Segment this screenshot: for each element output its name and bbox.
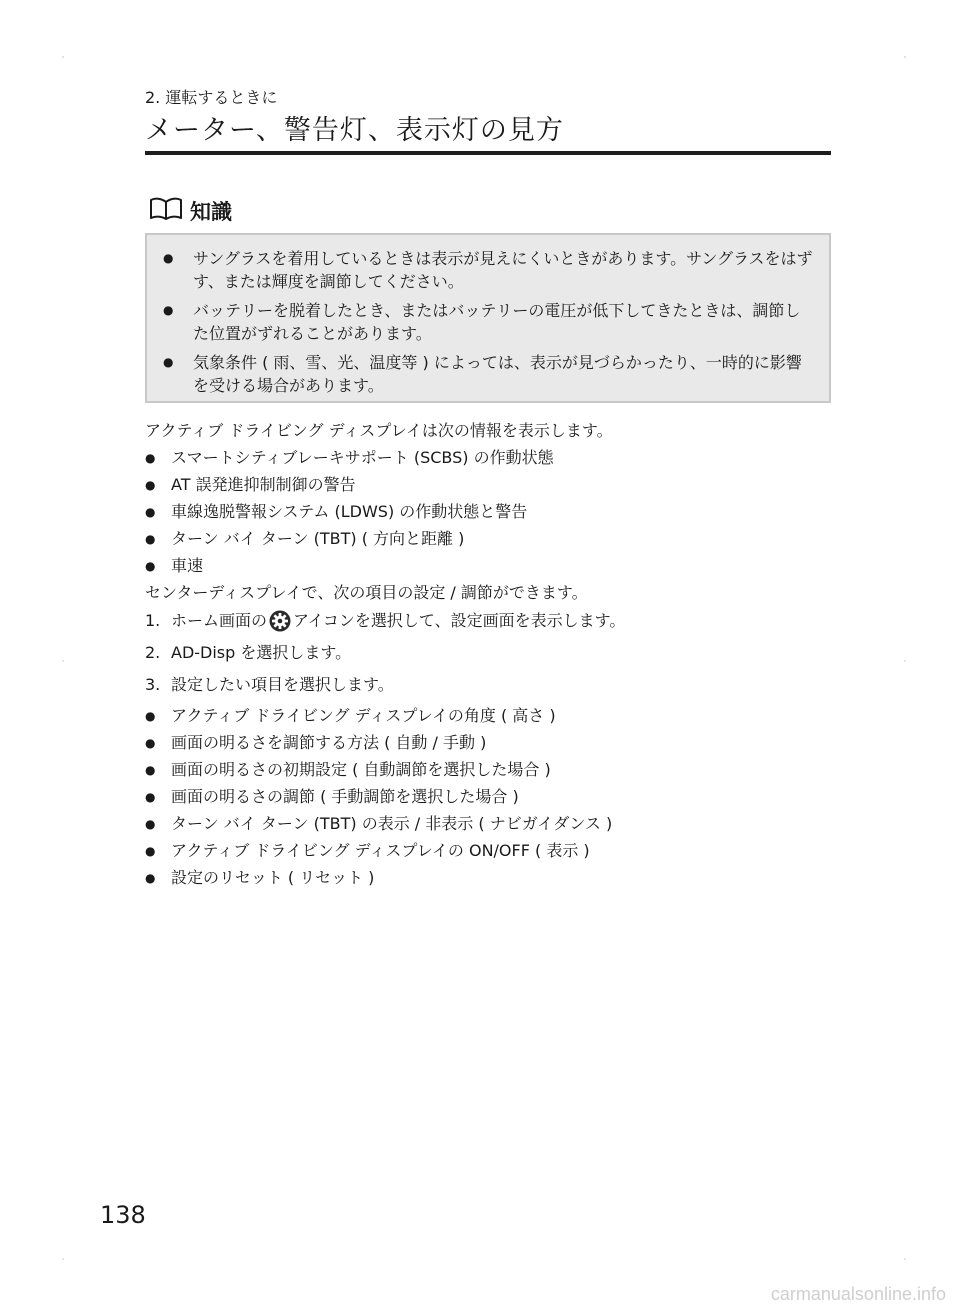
crop-mark (904, 1258, 906, 1260)
list-item: ● サングラスを着用しているときは表示が見えにくいときがあります。サングラスをはずす、または輝度を調節してください。 (163, 247, 815, 293)
list-item: ● 画面の明るさの初期設定 ( 自動調節を選択した場合 ) (145, 759, 835, 781)
info-list (145, 447, 835, 577)
page-header (145, 88, 831, 150)
list-item: ● 画面の明るさを調節する方法 ( 自動 / 手動 ) (145, 732, 835, 754)
list-item: ● アクティブ ドライビング ディスプレイの ON/OFF ( 表示 ) (145, 840, 835, 862)
step-number: 3. (145, 675, 161, 694)
title-rule (145, 151, 831, 155)
crop-mark (62, 1258, 64, 1260)
list-item: ● AT 誤発進抑制制御の警告 (145, 474, 835, 496)
intro-text: アクティブ ドライビング ディスプレイは次の情報を表示します。 (145, 421, 613, 440)
step-text: AD-Disp を選択します。 (171, 643, 352, 662)
open-book-icon (148, 196, 184, 226)
steps-list (145, 609, 835, 697)
step-number: 1. (145, 611, 161, 630)
step-text: ホーム画面の (171, 611, 268, 630)
crop-mark (62, 660, 64, 662)
list-item: ● 気象条件 ( 雨、雪、光、温度等 ) によっては、表示が見づらかったり、一時的に影響を受ける場合があります。 (163, 351, 815, 397)
section-label: 2. 運転するときに (145, 88, 278, 107)
page-title: メーター、警告灯、表示灯の見方 (145, 115, 564, 146)
step-text: 設定したい項目を選択します。 (171, 675, 394, 694)
list-item: ● 車線逸脱警報システム (LDWS) の作動状態と警告 (145, 501, 835, 523)
settings-gear-icon (269, 610, 291, 632)
knowledge-title: 知識 (190, 200, 232, 224)
step-text: アイコンを選択して、設定画面を表示します。 (293, 611, 626, 630)
watermark: carmanualsonline.info (770, 1284, 946, 1304)
list-item: ● 画面の明るさの調節 ( 手動調節を選択した場合 ) (145, 786, 835, 808)
page-number: 138 (100, 1201, 146, 1229)
settings-intro: センターディスプレイで、次の項目の設定 / 調節ができます。 (145, 583, 588, 602)
knowledge-list (147, 235, 829, 397)
step-number: 2. (145, 643, 161, 662)
settings-list (145, 705, 835, 889)
main-content (145, 420, 835, 894)
knowledge-heading (148, 196, 232, 226)
step-item (145, 641, 835, 665)
crop-mark (904, 56, 906, 58)
step-item (145, 609, 835, 633)
list-item: ● スマートシティブレーキサポート (SCBS) の作動状態 (145, 447, 835, 469)
list-item: ● 車速 (145, 555, 835, 577)
crop-mark (904, 660, 906, 662)
knowledge-box (145, 233, 831, 403)
list-item: ● ターン バイ ターン (TBT) の表示 / 非表示 ( ナビガイダンス ) (145, 813, 835, 835)
list-item: ● バッテリーを脱着したとき、またはバッテリーの電圧が低下してきたときは、調節した位置がずれることがあります。 (163, 299, 815, 345)
crop-mark (62, 56, 64, 58)
list-item: ● ターン バイ ターン (TBT) ( 方向と距離 ) (145, 528, 835, 550)
list-item: ● アクティブ ドライビング ディスプレイの角度 ( 高さ ) (145, 705, 835, 727)
step-item (145, 673, 835, 697)
list-item: ● 設定のリセット ( リセット ) (145, 867, 835, 889)
